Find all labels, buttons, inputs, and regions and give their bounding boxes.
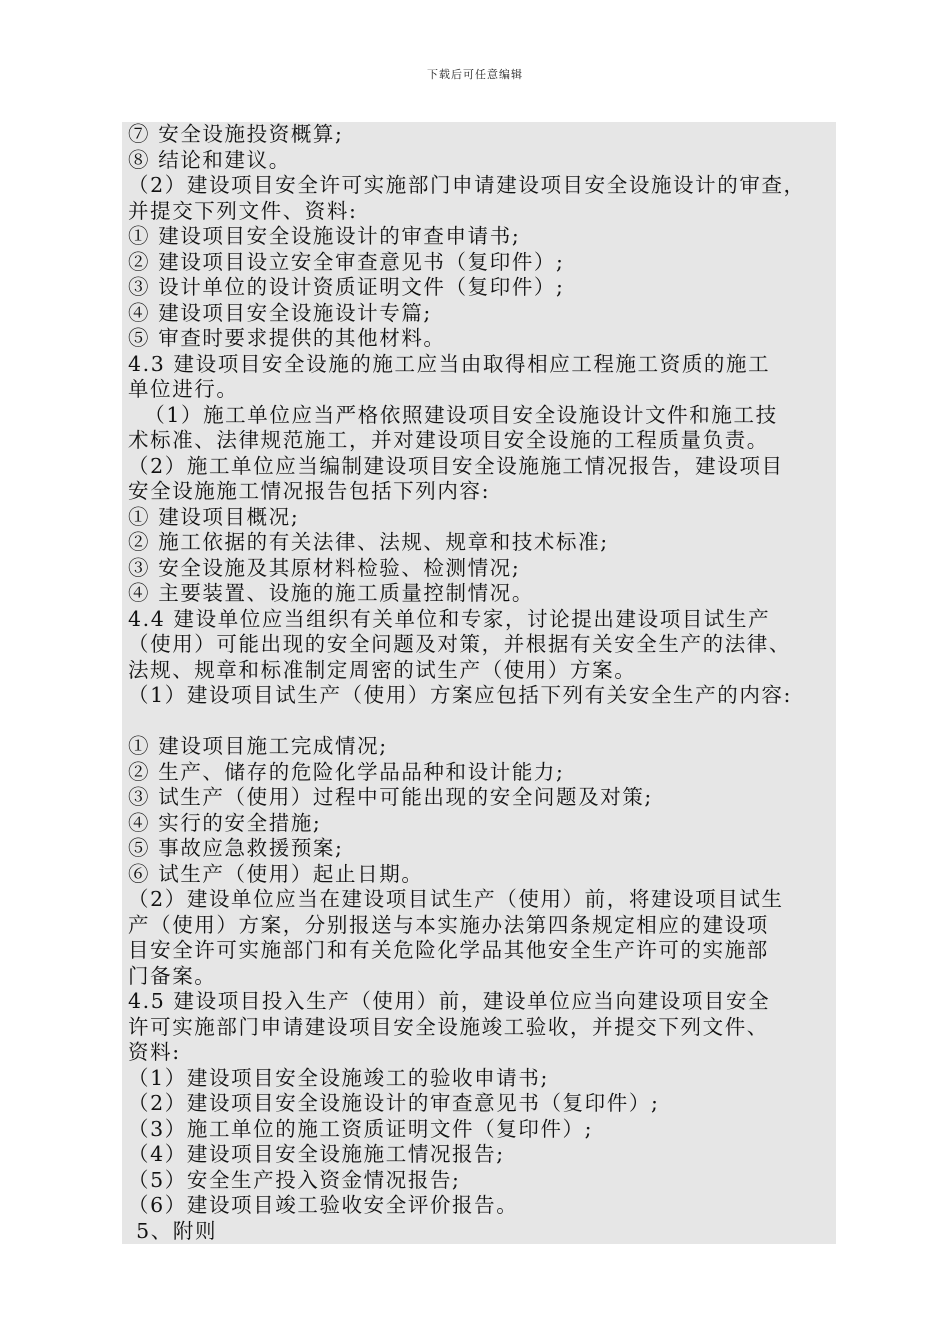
text-line: ④ 建设项目安全设施设计专篇;	[128, 300, 432, 325]
text-line: 术标准、法律规范施工，并对建设项目安全设施的工程质量负责。	[128, 428, 769, 452]
text-line: 目安全许可实施部门和有关危险化学品其他安全生产许可的实施部	[128, 938, 769, 962]
text-line: ③ 试生产（使用）过程中可能出现的安全问题及对策;	[128, 785, 653, 809]
text-line: （2）建设项目安全许可实施部门申请建设项目安全设施设计的审查，	[128, 173, 806, 197]
text-line: 4.4 建设单位应当组织有关单位和专家，讨论提出建设项目试生产	[128, 606, 771, 631]
text-line: ⑥ 试生产（使用）起止日期。	[128, 861, 424, 886]
text-line: ⑤ 审查时要求提供的其他材料。	[128, 326, 446, 350]
text-line: 法规、规章和标准制定周密的试生产（使用）方案。	[128, 657, 637, 682]
text-line: 安全设施施工情况报告包括下列内容:	[128, 479, 491, 503]
text-line: ② 生产、储存的危险化学品品种和设计能力;	[128, 759, 565, 784]
text-line: ③ 安全设施及其原材料检验、检测情况;	[128, 555, 521, 580]
text-line: （1）建设项目安全设施竣工的验收申请书;	[128, 1065, 549, 1090]
text-line	[122, 709, 836, 735]
text-line: （3）施工单位的施工资质证明文件（复印件）;	[128, 1116, 594, 1141]
text-line: 4.5 建设项目投入生产（使用）前，建设单位应当向建设项目安全	[128, 989, 771, 1013]
text-line: （4）建设项目安全设施施工情况报告;	[128, 1142, 505, 1166]
text-line: （2）建设单位应当在建设项目试生产（使用）前，将建设项目试生	[128, 887, 784, 911]
document-body	[122, 122, 836, 1244]
page-header: 下载后可任意编辑	[427, 68, 523, 81]
text-line: 5、附则	[128, 1218, 218, 1243]
text-line: ⑤ 事故应急救援预案;	[128, 836, 344, 860]
text-line: 许可实施部门申请建设项目安全设施竣工验收，并提交下列文件、	[128, 1014, 769, 1039]
text-line: ⑦ 安全设施投资概算;	[128, 122, 344, 146]
text-line: 并提交下列文件、资料:	[128, 198, 358, 223]
text-line: ④ 主要装置、设施的施工质量控制情况。	[128, 581, 534, 605]
text-line: ② 建设项目设立安全审查意见书（复印件）;	[128, 249, 565, 274]
text-line: ① 建设项目概况;	[128, 504, 300, 529]
text-line: （1）建设项目试生产（使用）方案应包括下列有关安全生产的内容:	[128, 683, 793, 707]
text-line: ④ 实行的安全措施;	[128, 810, 322, 835]
text-line: （1）施工单位应当严格依照建设项目安全设施设计文件和施工技	[128, 402, 778, 427]
text-line: 单位进行。	[128, 377, 239, 401]
text-line: （2）施工单位应当编制建设项目安全设施施工情况报告，建设项目	[128, 453, 784, 478]
text-line: ② 施工依据的有关法律、法规、规章和技术标准;	[128, 530, 609, 554]
text-line: 4.3 建设项目安全设施的施工应当由取得相应工程施工资质的施工	[128, 351, 771, 376]
text-line: 产（使用）方案，分别报送与本实施办法第四条规定相应的建设项	[128, 912, 769, 937]
text-line: （使用）可能出现的安全问题及对策，并根据有关安全生产的法律、	[128, 632, 791, 656]
text-line: ① 建设项目施工完成情况;	[128, 734, 388, 758]
text-line: （2）建设项目安全设施设计的审查意见书（复印件）;	[128, 1091, 660, 1115]
text-line: ③ 设计单位的设计资质证明文件（复印件）;	[128, 275, 565, 299]
text-line: 资料:	[128, 1040, 181, 1064]
text-line: （6）建设项目竣工验收安全评价报告。	[128, 1193, 519, 1217]
text-line: ① 建设项目安全设施设计的审查申请书;	[128, 224, 521, 248]
text-line: （5）安全生产投入资金情况报告;	[128, 1167, 461, 1192]
text-line: 门备案。	[128, 963, 217, 988]
text-line: ⑧ 结论和建议。	[128, 147, 291, 172]
